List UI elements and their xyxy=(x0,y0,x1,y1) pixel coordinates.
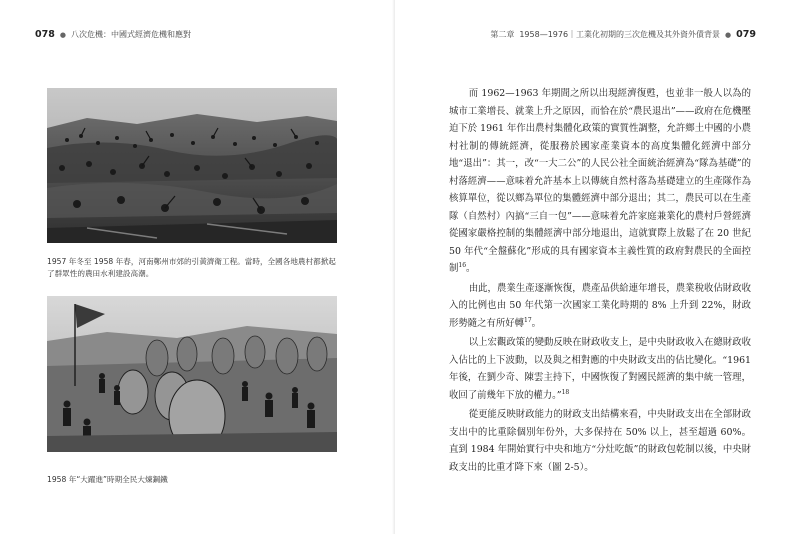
left-page-number: 078 xyxy=(35,29,55,40)
footnote-ref[interactable]: 17 xyxy=(524,316,532,324)
paragraph: 而 1962—1963 年期間之所以出現經濟復甦，也並非一般人以為的城市工業增長、就業上升之原因，而恰在於“農民退出”——政府在危機壓迫下於 1961 年作出農村集體化政策的實質性調整，允許鄉土中國的小農村社制的傳統經濟，從服務於國家產業資本的高度集體化經濟中部分地“退出”：其一，改“一大二公”的人民公社全面統治經濟為“隊為基礎”的村落經濟——意味着允許基本上以傳統自然村落為基礎建立的生產隊作為核算單位，從以鄉為單位的集體經濟中部分退出；其二，農民可以在生產隊（自然村）內搞“三自一包”——意味着允許家庭兼業化的農村戶營經濟從國家嚴格控制的集體經濟中部分地退出，這就實際上放鬆了在 20 世紀 50 年代“全盤蘇化”形成的具有國家資本主義性質的政府對農民的全面控制$^{16}$。 xyxy=(449,88,751,274)
paragraph: 由此，農業生產逐漸恢復，農產品供給連年增長，農業稅收佔財政收入的比例也由 50 年代第一次國家工業化時期的 8% 上升到 22%，財政形勢隨之有所好轉$^{17}$。 xyxy=(449,282,751,329)
paragraph xyxy=(449,406,751,476)
paragraph-text: 由此，農業生產逐漸恢復，農產品供給連年增長，農業稅收佔財政收入的比例也由 50 年代第一次國家工業化時期的 8% 上升到 22%，財政形勢隨之有所好轉 xyxy=(449,282,751,329)
footnote-ref[interactable]: 18 xyxy=(561,388,570,396)
footnote-ref[interactable]: 16 xyxy=(458,261,467,269)
right-running-head xyxy=(490,29,756,40)
paragraph-text: 而 1962—1963 年期間之所以出現經濟復甦，也並非一般人以為的城市工業增長、就業上升之原因，而恰在於“農民退出”——政府在危機壓迫下於 1961 年作出農村集體化政策的實質性調整，允許鄉土中國的小農村社制的傳統經濟，從服務於國家產業資本的高度集體化經濟中部分地“退出”：其一，改“一大二公”的人民公社全面統治經濟為“隊為基礎”的村落經濟——意味着允許基本上以傳統自然村落為基礎建立的生產隊作為核算單位，從以鄉為單位的集體經濟中部分退出；其二，農民可以在生產隊（自然村）內搞“三自一包”——意味着允許家庭兼業化的農村戶營經濟從國家嚴格控制的集體經濟中部分地退出，這就實際上放鬆了在 20 世紀 50 年代“全盤蘇化”形成的具有國家資本主義性質的政府對農民的全面控制 xyxy=(449,88,751,274)
paragraph xyxy=(449,334,751,404)
separator-dot: ● xyxy=(725,30,732,39)
body-text xyxy=(449,85,751,478)
left-running-head xyxy=(35,29,191,40)
paragraph-text: 以上宏觀政策的變動反映在財政收支上，是中央財政收入在總財政收入佔比的上下波動，以及與之相對應的中央財政支出的佔比變化。“1961 年後，在劉少奇、陳雲主持下，中國恢復了對國民經濟的集中統一管理，收回了前幾年下放的權力。” xyxy=(449,337,751,401)
chapter-title: 1958—1976｜工業化初期的三次危機及其外資外債背景 xyxy=(519,30,721,39)
book-title: 八次危機：中國式經濟危機和應對 xyxy=(70,30,191,39)
photo-steel-smelting xyxy=(47,296,337,452)
caption-steel-smelting: 1958 年“大躍進”時期全民大煉鋼鐵 xyxy=(47,475,168,484)
chapter-label: 第二章 xyxy=(490,30,515,39)
separator-dot: ● xyxy=(59,30,66,39)
right-page-number: 079 xyxy=(736,29,756,40)
paragraph-text: 從更能反映財政能力的財政支出結構來看，中央財政支出在全部財政支出中的比重除個別年份外，大多保持在 50% 以上，甚至超過 60%。直到 1984 年開始實行中央和地方“分灶吃飯”的財政包乾制以後，中央財政支出的比重才降下來（圖 2-5）。 xyxy=(449,409,751,473)
right-page xyxy=(395,0,790,534)
photo-irrigation-project xyxy=(47,88,337,243)
caption-irrigation-project: 1957 年冬至 1958 年春，河南鄭州市郊的引黃濟衛工程。當時，全國各地農村都掀起了群眾性的農田水利建設高潮。 xyxy=(47,257,336,278)
